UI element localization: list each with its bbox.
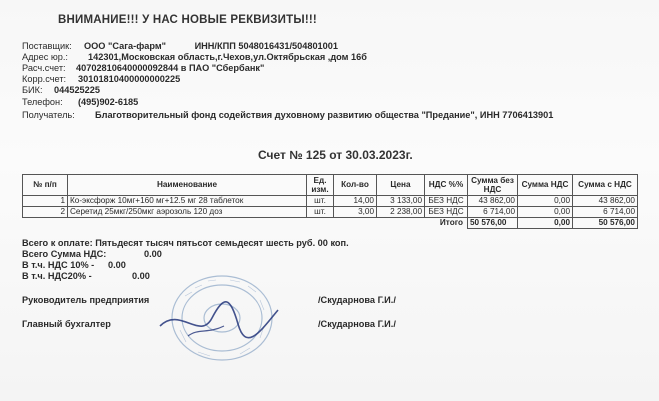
accountant-name: /Скударнова Г.И./ bbox=[318, 319, 396, 329]
vat-total-label: Всего Сумма НДС: bbox=[22, 249, 107, 259]
invoice-title: Счет № 125 от 30.03.2023г. bbox=[258, 148, 413, 162]
vat20-value: 0.00 bbox=[132, 271, 150, 281]
cell-vat-sum: 0,00 bbox=[518, 196, 573, 207]
phone-value: (495)902-6185 bbox=[78, 97, 139, 107]
cell-name: Серетид 25мкг/250мкг аэрозоль 120 доз bbox=[68, 207, 307, 218]
cell-qty: 3,00 bbox=[334, 207, 377, 218]
corr-label: Корр.счет: bbox=[22, 74, 67, 84]
inn-kpp: ИНН/КПП 5048016431/504801001 bbox=[194, 41, 338, 51]
col-header-vat-rate: НДС %% bbox=[425, 175, 468, 196]
address-label: Адрес юр.: bbox=[22, 52, 68, 62]
table-row bbox=[23, 207, 638, 218]
cell-unit: шт. bbox=[307, 207, 334, 218]
recipient-value: Благотворительный фонд содействия духовному развитию общества "Предание", ИНН 7706413901 bbox=[95, 110, 554, 120]
cell-qty: 14,00 bbox=[334, 196, 377, 207]
notice-heading: ВНИМАНИЕ!!! У НАС НОВЫЕ РЕКВИЗИТЫ!!! bbox=[58, 14, 317, 26]
vat-total-line bbox=[22, 249, 162, 259]
supplier-label: Поставщик: bbox=[22, 41, 72, 51]
bik-label: БИК: bbox=[22, 85, 43, 95]
items-table bbox=[22, 174, 638, 229]
cell-num: 1 bbox=[23, 196, 68, 207]
recipient-label: Получатель: bbox=[22, 110, 75, 120]
account-value: 40702810640000092844 в ПАО "Сбербанк" bbox=[76, 63, 265, 73]
phone-line bbox=[22, 97, 138, 108]
supplier-value: ООО "Сага-фарм" bbox=[84, 41, 166, 51]
col-header-num: № п/п bbox=[23, 175, 68, 196]
cell-vat-rate: БЕЗ НДС bbox=[425, 196, 468, 207]
total-with-vat: 50 576,00 bbox=[573, 218, 638, 229]
recipient-line bbox=[22, 110, 553, 121]
director-label: Руководитель предприятия bbox=[22, 295, 150, 305]
col-header-sum-no-vat: Сумма без НДС bbox=[468, 175, 518, 196]
company-stamp bbox=[150, 266, 280, 362]
col-header-vat-sum: Сумма НДС bbox=[518, 175, 573, 196]
account-label: Расч.счет: bbox=[22, 63, 66, 73]
account-line bbox=[22, 63, 264, 74]
cell-sum-with-vat: 6 714,00 bbox=[573, 207, 638, 218]
total-label: Итого bbox=[439, 218, 463, 228]
cell-sum-with-vat: 43 862,00 bbox=[573, 196, 638, 207]
cell-sum-no-vat: 6 714,00 bbox=[468, 207, 518, 218]
col-header-name: Наименование bbox=[68, 175, 307, 196]
table-header-row bbox=[23, 175, 638, 196]
cell-name: Ко-эксфорж 10мг+160 мг+12.5 мг 28 таблеток bbox=[68, 196, 307, 207]
total-vat: 0,00 bbox=[518, 218, 573, 229]
corr-value: 30101810400000000225 bbox=[78, 74, 181, 84]
total-in-words: Всего к оплате: Пятьдесят тысяч пятьсот семьдесят шесть руб. 00 коп. bbox=[22, 238, 349, 248]
address-value: 142301,Московская область,г.Чехов,ул.Октябрьская ,дом 16б bbox=[88, 52, 367, 62]
bik-value: 044525225 bbox=[54, 85, 100, 95]
table-row bbox=[23, 196, 638, 207]
cell-vat-rate: БЕЗ НДС bbox=[425, 207, 468, 218]
vat10-value: 0.00 bbox=[108, 260, 126, 270]
col-header-qty: Кол-во bbox=[334, 175, 377, 196]
vat20-label: В т.ч. НДС20% - bbox=[22, 271, 92, 281]
cell-num: 2 bbox=[23, 207, 68, 218]
cell-price: 2 238,00 bbox=[377, 207, 425, 218]
supplier-line bbox=[22, 41, 338, 52]
col-header-sum-with-vat: Сумма с НДС bbox=[573, 175, 638, 196]
bik-line bbox=[22, 85, 100, 96]
director-name: /Скударнова Г.И./ bbox=[318, 295, 396, 305]
col-header-unit: Ед. изм. bbox=[307, 175, 334, 196]
vat10-label: В т.ч. НДС 10% - bbox=[22, 260, 95, 270]
cell-price: 3 133,00 bbox=[377, 196, 425, 207]
vat10-line bbox=[22, 260, 126, 270]
address-line bbox=[22, 52, 367, 63]
total-without-vat: 50 576,00 bbox=[468, 218, 518, 229]
cell-vat-sum: 0,00 bbox=[518, 207, 573, 218]
phone-label: Телефон: bbox=[22, 97, 63, 107]
corr-line bbox=[22, 74, 180, 85]
vat-total-value: 0.00 bbox=[144, 249, 162, 259]
accountant-label: Главный бухгалтер bbox=[22, 319, 111, 329]
table-total-row bbox=[23, 218, 638, 229]
cell-unit: шт. bbox=[307, 196, 334, 207]
vat20-line bbox=[22, 271, 150, 281]
cell-sum-no-vat: 43 862,00 bbox=[468, 196, 518, 207]
col-header-price: Цена bbox=[377, 175, 425, 196]
